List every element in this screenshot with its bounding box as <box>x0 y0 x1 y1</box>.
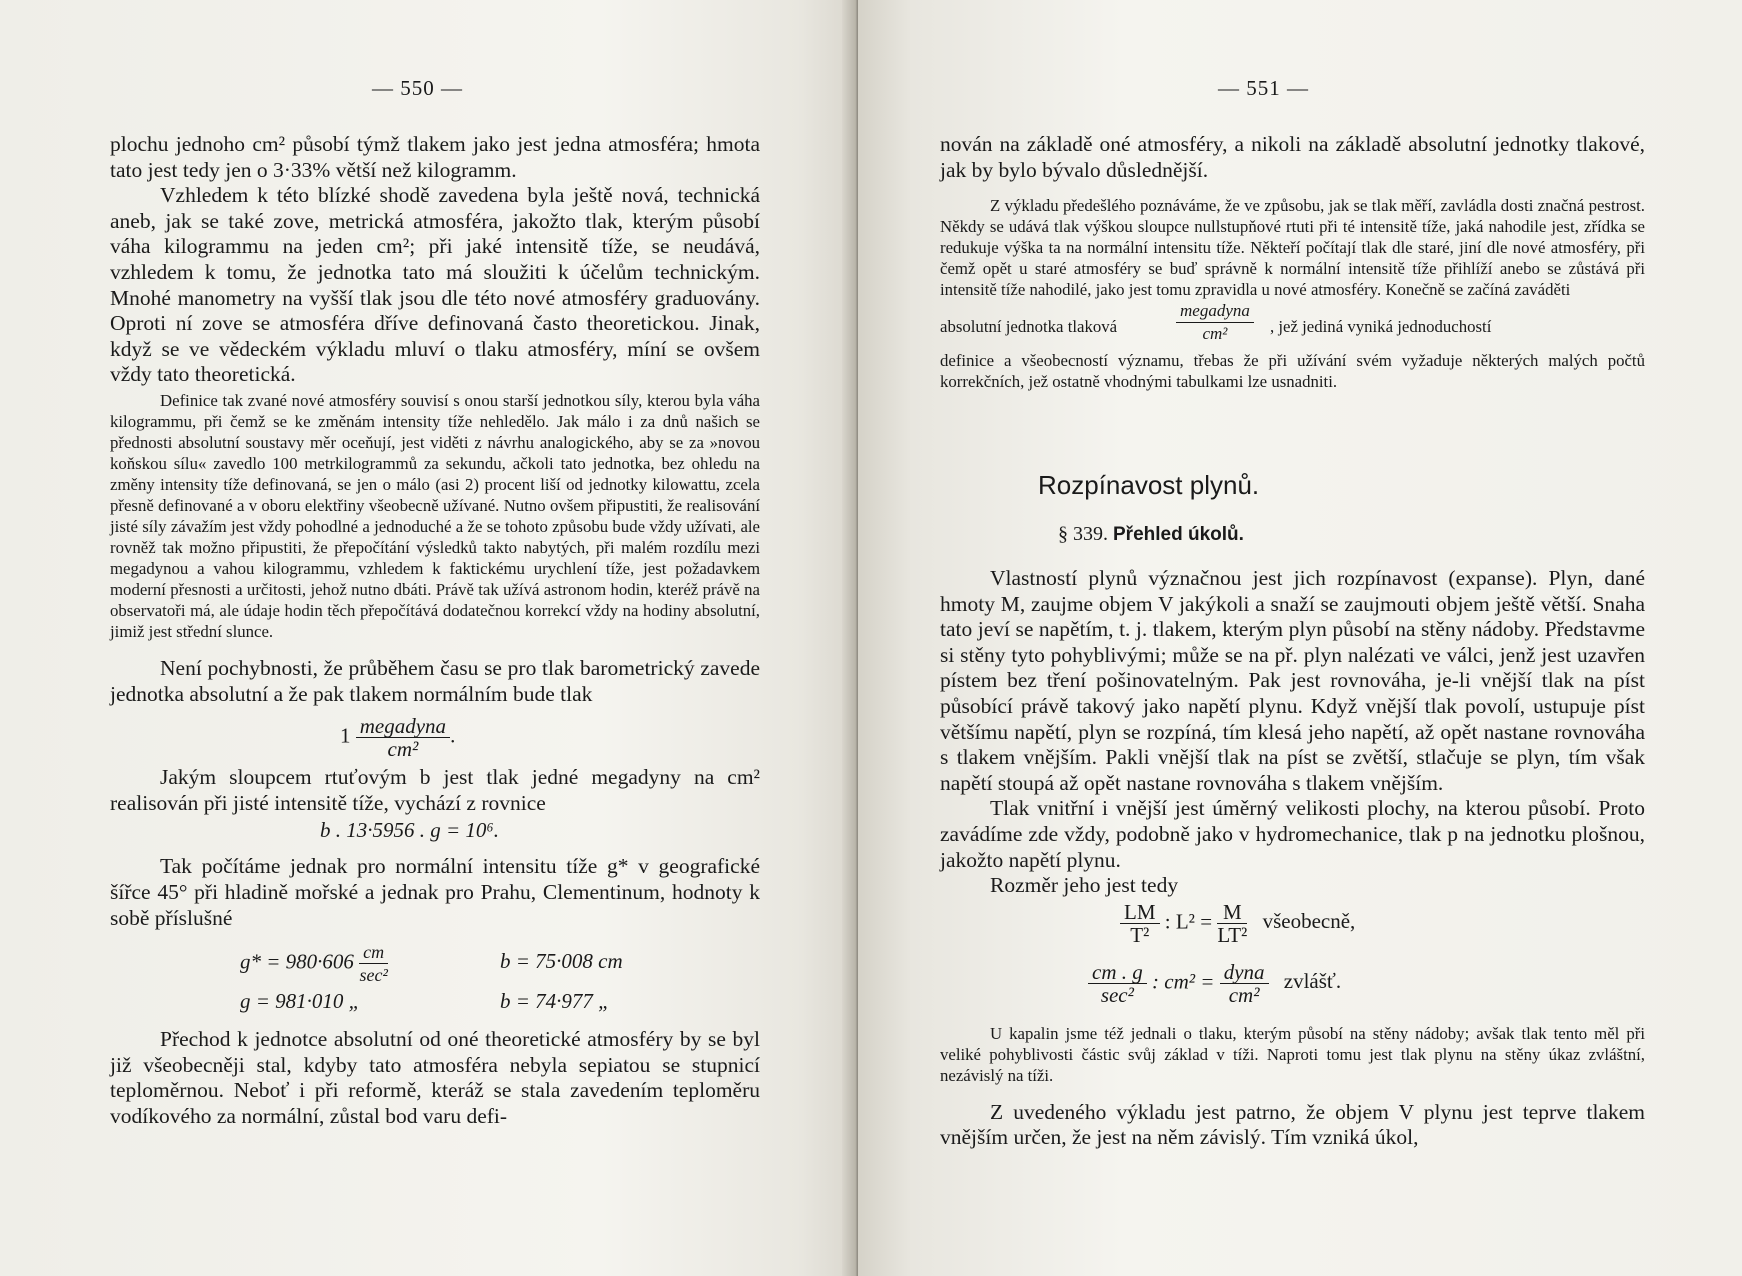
fraction-denominator: cm² <box>1202 324 1228 344</box>
paragraph: Vlastností plynů význačnou jest jich rozpínavost (expanse). Plyn, dané hmoty M, zaujme objem V jakýkoli a snaží se zaujmouti objem ještě větší. Snaha tato jeví se napětím, t. j. tlakem, kterým plyn působí na stěny nádoby. Představme si stěny tyto pohyblivými; může se na př. plyn nalézati ve válci, jenž jest uzavřen pístem bez tření pošinovatelným. Pak jest rovnováha, je-li vnější tlak na píst působící právě takový jako napětí plynu. Když vnější tlak povolí, ustupuje píst většímu napětí, plyn se rozpíná, tím klesá jeho napětí, až opět nastane rovnováha s tlakem vnějším. Pakli vnější tlak na píst se zvětší, stlačuje se plyn, tím však napětí stoupá až opět nastane rovnováha s tlakem vnějším. <box>940 566 1645 795</box>
right-text-column <box>940 566 1645 1151</box>
page-number: — 550 — <box>372 76 463 100</box>
paragraph: Rozměr jeho jest tedy <box>990 873 1179 898</box>
equation <box>110 816 760 846</box>
equation <box>940 899 1645 957</box>
paragraph: Tlak vnitřní i vnější jest úměrný velikosti plochy, na kterou působí. Proto zavádíme zde vždy, podobně jako v hydromechanice, tlak p na jednotku plošnou, jakožto napětí plynu. <box>940 796 1645 872</box>
fraction-numerator: cm . g <box>1088 961 1147 984</box>
fraction-numerator: dyna <box>1220 961 1269 984</box>
section-heading <box>1058 523 1244 546</box>
paragraph: nován na základě oné atmosféry, a nikoli na základě absolutní jednotky tlakové, jak by bylo bývalo důslednější. <box>940 132 1645 182</box>
equation-label: zvlášť. <box>1283 969 1342 994</box>
equation-coefficient: 1 <box>340 723 351 748</box>
paragraph: plochu jednoho cm² působí týmž tlakem jako jest jedna atmosféra; hmota tato jest tedy jen o 3·33% větší než kilogramm. <box>110 132 760 182</box>
equation-operator: : cm² = <box>1152 969 1215 994</box>
equation <box>110 707 760 765</box>
fraction-numerator: LM <box>1120 901 1160 924</box>
right-text-column <box>940 132 1645 392</box>
fraction-numerator: M <box>1217 901 1247 924</box>
small-print-paragraph: Definice tak zvané nové atmosféry souvisí s onou starší jednotkou síly, kterou byla váha kilogrammu, při čemž se ke změnám intensity tíže nehledělo. Jak málo i za dnů našich se přednosti absolutní soustavy měr oceňují, jest viděti z návrhu analogického, aby se za »novou koňskou sílu« zavedlo 100 metrkilogrammů za sekundu, ačkoli tato jednotka, bez ohledu na změny intensity tíže definovaná, se jen o málo (asi 2) procent liší od jednotky kilowattu, zcela přesně definované a v oboru elektřiny všeobecně užívané. Nutno ovšem připustiti, že realisování jisté síly závažím jest vždy pohodlné a jednoduché a že se tohoto způsobu bude vždy užívati, ale rovněž tak možno připustiti, že přepočítání výsledků takto nabytých, při malém rozdílu mezi megadynou a vahou kilogrammu, vzhledem k faktickému urychlení tíže, jest požadavkem moderní přesnosti a určitosti, jehož nutno dbáti. Právě tak užívá astronom hodin, kteréž právě na observatoři má, ale údaje hodin těch přepočítává dodatečnou korrekcí vždy na hodiny absolutní, jimiž jest střední slunce. <box>110 390 760 641</box>
fraction-numerator: megadyna <box>1176 300 1254 323</box>
fraction-denominator: sec² <box>359 965 388 986</box>
section-title: Přehled úkolů. <box>1113 524 1244 545</box>
equation-rhs: b = 74·977 „ <box>500 989 610 1014</box>
small-print-paragraph: definice a všeobecností významu, třebas že při užívání svém vyžaduje některých malých počtů korrekčních, jež ostatně vhodnými tabulkami lze usnadniti. <box>940 351 1645 392</box>
small-print-paragraph: Z výkladu předešlého poznáváme, že ve způsobu, jak se tlak měří, zavládla dosti značná pestrost. Někdy se udává tlak výškou sloupce nullstupňové rtuti při té intensitě tíže, jaká nahodile jest, zřídka se redukuje výška ta na normální intensitu tíže. Někteří počítají tlak dle staré, jiní dle nové atmosféry, při čemž opět u staré atmosféry se buď správně k normální intensitě tíže přihlíží anebo se zůstává při intensitě tíže nahodilé, jako jest tomu zpravidla u nové atmosféry. Konečně se začíná zaváděti <box>940 196 1645 300</box>
fraction-numerator: megadyna <box>356 715 450 738</box>
small-print-paragraph: U kapalin jsme též jednali o tlaku, kterým působí na stěny nádoby; avšak tlak tento měl při veliké pohyblivosti částic svůj základ v tíži. Naproti tomu jest tlak plynu na stěny úkaz zvláštní, nezávislý na tíži. <box>940 1023 1645 1085</box>
equation-end: . <box>450 723 456 748</box>
fraction-denominator: cm² <box>1228 982 1260 1007</box>
paragraph: Není pochybnosti, že průběhem času se pro tlak barometrický zavede jednotka absolutní a že pak tlakem normálním bude tlak <box>110 655 760 706</box>
paragraph: Přechod k jednotce absolutní od oné theoretické atmosféry by se byl již všeobecněji stal, kdyby tato atmosféra nebyla sepiatou se stupnicí teploměrnou. Neboť i při reformě, kteráž se stala zavedením teploměru vodíkového za normální, zůstal bod varu defi- <box>110 1027 760 1128</box>
equation-lhs: g = 981·010 „ <box>240 989 361 1014</box>
equation-label: všeobecně, <box>1262 909 1356 934</box>
equation <box>110 935 760 985</box>
equation <box>940 957 1645 1017</box>
page-number: — 551 — <box>1218 76 1309 100</box>
paragraph: Z uvedeného výkladu jest patrno, že objem V plynu jest teprve tlakem vnějším určen, že jest na něm závislý. Tím vzniká úkol, <box>940 1099 1645 1150</box>
left-page <box>0 0 858 1276</box>
fraction-denominator: cm² <box>387 737 419 762</box>
equation-text: b . 13·5956 . g = 10⁶. <box>320 818 499 843</box>
equation-lhs: g* = 980·606 <box>240 949 354 974</box>
left-text-column <box>110 132 760 1129</box>
inline-equation-line <box>940 300 1645 350</box>
equation-prefix: absolutní jednotka tlaková <box>940 317 1118 337</box>
fraction-denominator: sec² <box>1100 982 1134 1007</box>
fraction-denominator: T² <box>1130 922 1150 947</box>
chapter-heading: Rozpínavost plynů. <box>1038 470 1260 500</box>
fraction-denominator: LT² <box>1217 922 1248 947</box>
equation-rhs: b = 75·008 cm <box>500 949 623 974</box>
section-number: § 339. <box>1058 523 1108 545</box>
paragraph: Jakým sloupcem rtuťovým b jest tlak jedné megadyny na cm² realisován při jisté intensitě tíže, vychází z rovnice <box>110 765 760 815</box>
paragraph: Tak počítáme jednak pro normální intensitu tíže g* v geografické šířce 45° při hladině mořské a jednak pro Prahu, Clementinum, hodnoty k sobě příslušné <box>110 854 760 930</box>
fraction-numerator: cm <box>359 941 388 964</box>
paragraph: Vzhledem k této blízké shodě zavedena byla ještě nová, technická aneb, jak se také zove, metrická atmosféra, jakožto tlak, kterým působí váha kilogrammu na jeden cm²; při jaké intensitě tíže, se neudává, vzhledem k tomu, že jednotka tato má sloužiti k účelům technickým. Mnohé manometry na vyšší tlak jsou dle této nové atmosféry graduovány. Oproti ní zove se atmosféra dříve definovaná často theoretickou. Jinak, když se ve vědeckém výkladu mluví o tlaku atmosféry, míní se ovšem vždy tato theoretická. <box>110 183 760 387</box>
equation-suffix: , jež jediná vyniká jednoduchostí <box>1270 317 1492 337</box>
equation-operator: : L² = <box>1164 909 1213 934</box>
equation <box>110 985 760 1021</box>
right-page <box>858 0 1742 1276</box>
